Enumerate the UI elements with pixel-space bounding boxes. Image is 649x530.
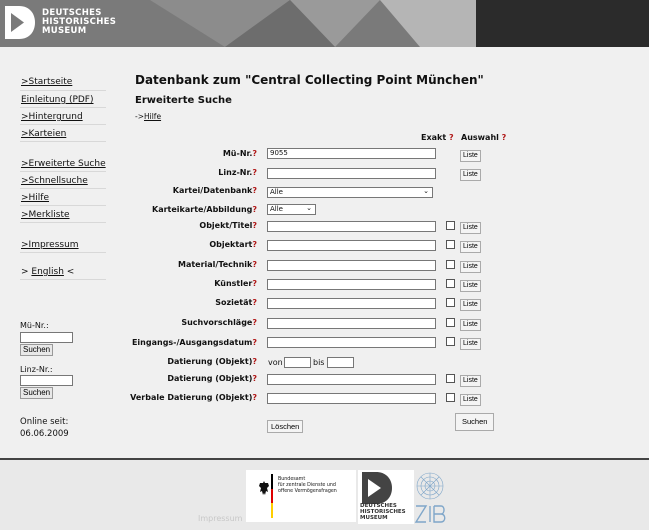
field-label-objektart: [209, 240, 257, 249]
mue-nr-liste-button[interactable]: Liste: [460, 150, 481, 162]
mue-nr-input[interactable]: 9055: [267, 148, 436, 159]
bundesamt-logo[interactable]: [246, 470, 356, 522]
nav-divider: [20, 279, 106, 280]
bund-line-2: für zentrale Dienste und: [278, 482, 336, 489]
help-icon[interactable]: ?: [252, 298, 257, 307]
field-label-sozietaet: [215, 298, 257, 307]
museum-logo-icon: [362, 472, 392, 504]
label-text: Kartei/Datenbank: [172, 186, 253, 195]
field-label-datierung-range: [167, 357, 257, 366]
nav-erweiterte-suche[interactable]: >Erweiterte Suche: [21, 159, 106, 169]
nav-divider: [20, 141, 106, 142]
nav-karteien[interactable]: >Karteien: [21, 129, 67, 139]
nav-divider: [20, 124, 106, 125]
verbale-datierung-input[interactable]: [267, 393, 436, 404]
help-icon[interactable]: ?: [448, 133, 454, 142]
help-icon[interactable]: ?: [252, 357, 257, 366]
material-exakt-checkbox[interactable]: [446, 260, 455, 269]
nav-merkliste[interactable]: >Merkliste: [21, 210, 70, 220]
nav-divider: [20, 252, 106, 253]
material-input[interactable]: [267, 260, 436, 271]
field-label-linz-nr: [218, 168, 257, 177]
label-text: Mü-Nr.: [222, 149, 253, 158]
help-link[interactable]: Hilfe: [144, 112, 162, 121]
quick-linz-label: Linz-Nr.:: [20, 365, 53, 374]
dhm-footer-text: [360, 504, 406, 521]
help-icon[interactable]: ?: [252, 318, 257, 327]
datierung-von-input[interactable]: [284, 357, 311, 368]
nav-divider: [20, 222, 106, 223]
help-icon[interactable]: ?: [252, 279, 257, 288]
help-icon[interactable]: ?: [252, 186, 257, 195]
quick-mue-input[interactable]: [20, 332, 73, 343]
logo-line-2: HISTORISCHES: [42, 17, 117, 27]
nav-divider: [20, 205, 106, 206]
loeschen-button[interactable]: Löschen: [267, 420, 303, 433]
sozietaet-exakt-checkbox[interactable]: [446, 298, 455, 307]
karteikarte-selected-value: Alle: [270, 205, 283, 213]
label-text: Karteikarte/Abbildung: [152, 205, 253, 214]
page-subtitle: Erweiterte Suche: [135, 95, 232, 106]
eingang-exakt-checkbox[interactable]: [446, 337, 455, 346]
label-text: Material/Technik: [177, 260, 253, 269]
nav-divider: [20, 188, 106, 189]
quick-mue-search-button[interactable]: Suchen: [20, 344, 53, 356]
label-text: Eingangs-/Ausgangsdatum: [131, 338, 253, 347]
page-title: Datenbank zum "Central Collecting Point München": [135, 73, 484, 87]
header-dark-panel: [476, 0, 649, 47]
linz-nr-liste-button[interactable]: Liste: [460, 169, 481, 181]
help-arrow: ->: [135, 112, 144, 121]
field-label-datierung: [167, 374, 257, 383]
footer-faded-text: Impressum: [198, 514, 243, 523]
museum-logo-icon[interactable]: [5, 6, 35, 39]
datierung-bis-label: bis: [313, 358, 325, 367]
nav-impressum[interactable]: >Impressum: [21, 240, 79, 250]
column-header-auswahl: [461, 133, 506, 142]
german-flag-bar-icon: [271, 474, 273, 518]
suchvorschlaege-liste-button[interactable]: Liste: [460, 319, 481, 331]
museum-logo-text[interactable]: [42, 9, 116, 36]
chevron-down-icon: ⌄: [306, 204, 312, 212]
field-label-material: [178, 260, 257, 269]
bundesamt-text: [278, 476, 337, 495]
column-header-exakt: [421, 133, 454, 142]
suchvorschlaege-input[interactable]: [267, 318, 436, 329]
nav-startseite[interactable]: >Startseite: [21, 77, 73, 87]
field-label-verbale-datierung: [130, 393, 257, 402]
dhm-footer-logo[interactable]: [358, 470, 414, 524]
objekt-titel-exakt-checkbox[interactable]: [446, 221, 455, 230]
help-icon[interactable]: ?: [252, 149, 257, 158]
help-icon[interactable]: ?: [252, 260, 257, 269]
objekt-titel-input[interactable]: [267, 221, 436, 232]
bund-line-3: offene Vermögensfragen: [278, 488, 337, 495]
english-prefix: >: [21, 267, 32, 277]
zib-logo-icon[interactable]: [414, 470, 447, 524]
kuenstler-input[interactable]: [267, 279, 436, 290]
kartei-selected-value: Alle: [270, 188, 283, 196]
help-icon[interactable]: ?: [252, 168, 257, 177]
english-suffix: <: [63, 267, 75, 277]
kartei-select[interactable]: [267, 187, 433, 198]
bund-line-1: Bundesamt: [278, 476, 306, 482]
logo-line-1: DEUTSCHES: [42, 8, 102, 18]
verbale-datierung-exakt-checkbox[interactable]: [446, 393, 455, 402]
quick-mue-label: Mü-Nr.:: [20, 321, 49, 330]
label-text: Datierung (Objekt): [167, 357, 253, 366]
field-label-karteikarte: [152, 205, 257, 214]
help-icon[interactable]: ?: [252, 221, 257, 230]
nav-hilfe[interactable]: >Hilfe: [21, 193, 50, 203]
label-text: Suchvorschläge: [181, 318, 253, 327]
sozietaet-input[interactable]: [267, 298, 436, 309]
label-text: Datierung (Objekt): [167, 374, 253, 383]
dhm-line-3: MUSEUM: [360, 514, 388, 521]
label-text: Sozietät: [215, 298, 253, 307]
verbale-datierung-liste-button[interactable]: Liste: [460, 394, 481, 406]
nav-einleitung[interactable]: Einleitung (PDF): [21, 95, 94, 105]
field-label-kartei: [173, 186, 257, 195]
nav-hintergrund[interactable]: >Hintergrund: [21, 112, 83, 122]
kuenstler-exakt-checkbox[interactable]: [446, 279, 455, 288]
datierung-bis-input[interactable]: [327, 357, 354, 368]
logo-line-3: MUSEUM: [42, 26, 87, 36]
dhm-line-2: HISTORISCHES: [360, 508, 406, 515]
field-label-objekt-titel: [199, 221, 257, 230]
sozietaet-liste-button[interactable]: Liste: [460, 299, 481, 311]
help-icon[interactable]: ?: [252, 338, 257, 347]
field-label-eingang: [132, 338, 257, 347]
label-text: Objekt/Titel: [199, 221, 253, 230]
chevron-down-icon: ⌄: [423, 187, 429, 195]
help-icon[interactable]: ?: [252, 240, 257, 249]
exakt-label: Exakt: [421, 133, 447, 142]
linz-nr-input[interactable]: [267, 168, 436, 179]
kuenstler-liste-button[interactable]: Liste: [460, 280, 481, 292]
objektart-exakt-checkbox[interactable]: [446, 240, 455, 249]
help-icon[interactable]: ?: [252, 205, 257, 214]
nav-divider: [20, 90, 106, 91]
online-since-date: 06.06.2009: [20, 429, 69, 439]
datierung-liste-button[interactable]: Liste: [460, 375, 481, 387]
federal-eagle-icon: [258, 480, 270, 496]
eingang-liste-button[interactable]: Liste: [460, 338, 481, 350]
objektart-input[interactable]: [267, 240, 436, 251]
help-icon[interactable]: ?: [252, 393, 257, 402]
dhm-line-1: DEUTSCHES: [360, 503, 397, 509]
objekt-titel-liste-button[interactable]: Liste: [460, 222, 481, 234]
quick-linz-search-button[interactable]: Suchen: [20, 387, 53, 399]
field-label-suchvorschlaege: [181, 318, 257, 327]
nav-english-item: [21, 267, 74, 277]
label-text: Verbale Datierung (Objekt): [130, 393, 253, 402]
online-since-label: Online seit:: [20, 417, 69, 427]
help-icon[interactable]: ?: [252, 374, 257, 383]
label-text: Linz-Nr.: [218, 168, 253, 177]
quick-linz-input[interactable]: [20, 375, 73, 386]
nav-divider: [20, 171, 106, 172]
help-link-row: [135, 112, 161, 121]
karteikarte-select[interactable]: [267, 204, 316, 215]
field-label-kuenstler: [214, 279, 257, 288]
objektart-liste-button[interactable]: Liste: [460, 241, 481, 253]
site-header: [0, 0, 649, 47]
datierung-input[interactable]: [267, 374, 436, 385]
nav-schnellsuche[interactable]: >Schnellsuche: [21, 176, 88, 186]
datierung-von-label: von: [268, 358, 283, 367]
datierung-exakt-checkbox[interactable]: [446, 374, 455, 383]
nav-divider: [20, 107, 106, 108]
help-icon[interactable]: ?: [501, 133, 507, 142]
suchvorschlaege-exakt-checkbox[interactable]: [446, 318, 455, 327]
label-text: Künstler: [214, 279, 253, 288]
submit-search-button[interactable]: Suchen: [455, 413, 494, 431]
material-liste-button[interactable]: Liste: [460, 261, 481, 273]
label-text: Objektart: [209, 240, 253, 249]
field-label-mue-nr: [223, 149, 257, 158]
nav-english[interactable]: English: [31, 267, 64, 277]
auswahl-label: Auswahl: [461, 133, 499, 142]
eingang-input[interactable]: [267, 337, 436, 348]
